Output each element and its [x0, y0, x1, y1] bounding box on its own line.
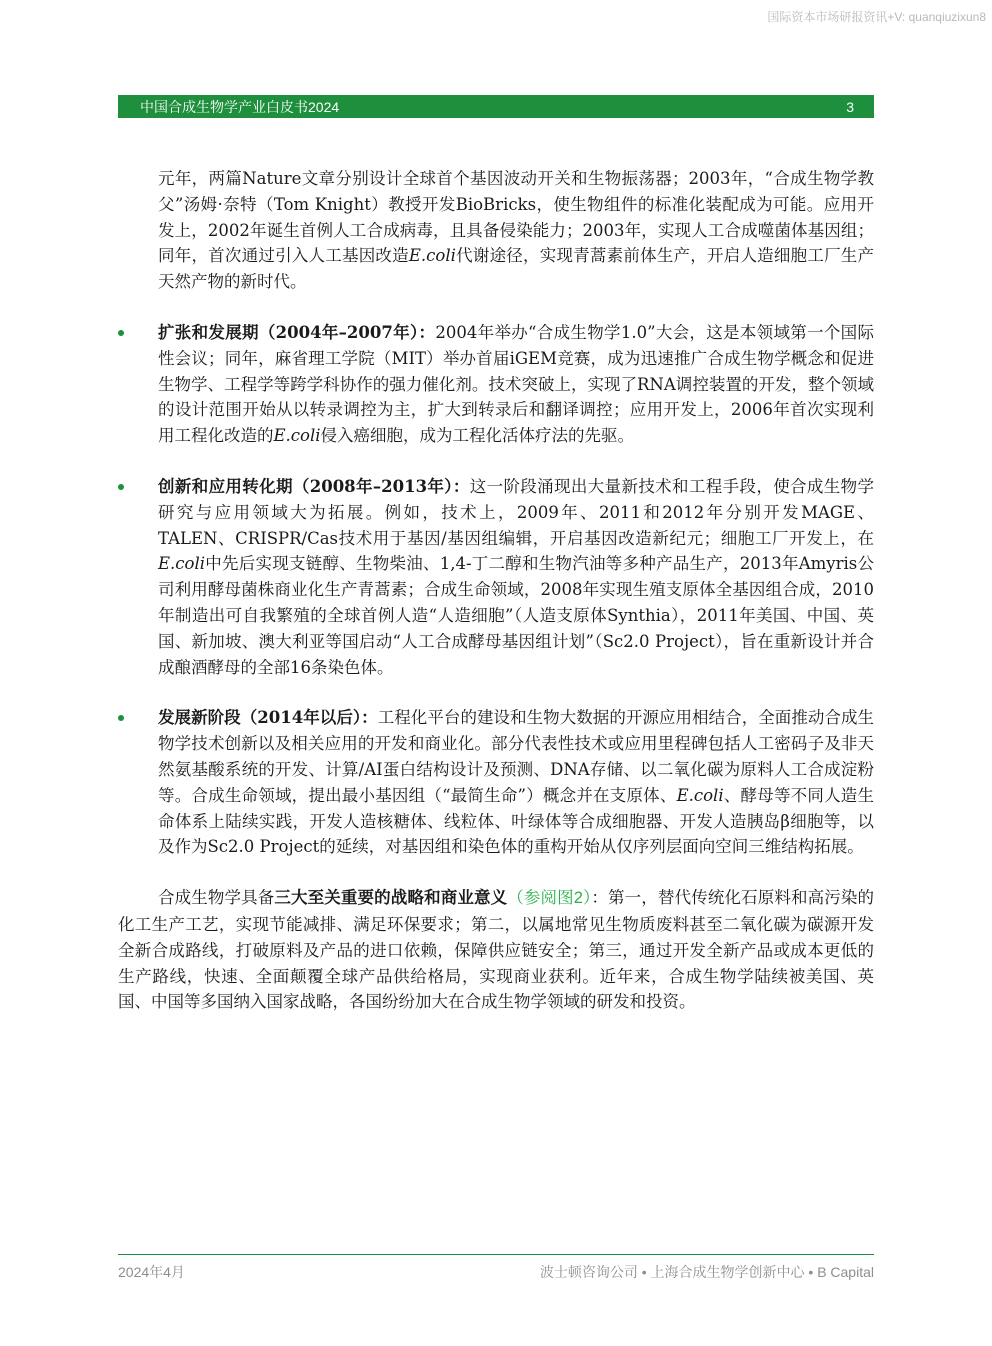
main-content: [118, 166, 874, 1015]
text-run: 代谢途径，实现青蒿素前体生产，开启人造细胞工厂生产天然产物的新时代。: [158, 246, 875, 292]
bullet-item-innovation: [118, 474, 874, 680]
text-run: ：第一，替代传统化石原料和高污染的化工生产工艺，实现节能减排、满足环保要求；第二，以属地常见生物质废料甚至二氧化碳为碳源开发全新合成路线，打破原料及产品的进口依赖，保障供应链安全；第三，通过开发全新产品或成本更低的生产路线，快速、全面颠覆全球产品供给格局，实现商业获利。近年来，合成生物学陆续被美国、英国、中国等多国纳入国家战略，各国纷纷加大在合成生物学领域的研发和投资。: [118, 888, 874, 1012]
bullet-item-expansion: [118, 320, 874, 449]
continuation-paragraph: [118, 166, 874, 295]
text-run: 工程化平台的建设和生物大数据的开源应用相结合，全面推动合成生物学技术创新以及相关应用的开发和商业化。部分代表性技术或应用里程碑包括人工密码子及非天然氨基酸系统的开发、计算/AI蛋白结构设计及预测、DNA存储、以二氧化碳为原料人工合成淀粉等。合成生命领域，提出最小基因组（“最简生命”）概念并在支原体、: [158, 708, 875, 805]
watermark: 国际资本市场研报资讯+V: quanqiuzixun8: [767, 10, 986, 24]
document-title: 中国合成生物学产业白皮书2024: [140, 98, 340, 115]
bullet-dot-icon: [118, 484, 124, 490]
species-name: E.coli: [408, 246, 456, 266]
header-bar: [118, 95, 874, 118]
text-run: 、酵母等不同人造生命体系上陆续实践，开发人造核糖体、线粒体、叶绿体等合成细胞器、开发人造胰岛β细胞等，以及作为Sc2.0 Project的延续，对基因组和染色体的重构开始从仅序列层面向空间三维结构拓展。: [158, 785, 874, 857]
species-name: E.coli: [273, 426, 321, 446]
bullet-title: 创新和应用转化期（2008年–2013年）：: [158, 476, 470, 496]
footer-organizations: 波士顿咨询公司 • 上海合成生物学创新中心 • B Capital: [539, 1264, 874, 1280]
significance-paragraph: [118, 885, 874, 1015]
figure-reference-link[interactable]: （参阅图2）: [507, 889, 592, 908]
species-name: E.coli: [676, 785, 724, 805]
page-number: 3: [846, 98, 854, 115]
species-name: E.coli: [158, 554, 206, 574]
bullet-item-new-stage: [118, 705, 874, 860]
text-run: 元年，两篇Nature文章分别设计全球首个基因波动开关和生物振荡器；2003年，“合成生物学教父”汤姆·奈特（Tom Knight）教授开发BioBricks，使生物组件的标准化装配成为可能。应用开发上，2002年诞生首例人工合成病毒，且具备侵染能力；2003年，实现人工合成噬菌体基因组；同年，首次通过引入人工基因改造: [158, 169, 874, 266]
text-run: 合成生物学具备: [158, 888, 275, 908]
bullet-dot-icon: [118, 715, 124, 721]
bold-emphasis: 三大至关重要的战略和商业意义: [274, 888, 508, 908]
text-run: 2004年举办“合成生物学1.0”大会，这是本领域第一个国际性会议；同年，麻省理工学院（MIT）举办首届iGEM竞赛，成为迅速推广合成生物学概念和促进生物学、工程学等跨学科协作的强力催化剂。技术突破上，实现了RNA调控装置的开发，整个领域的设计范围开始从以转录调控为主，扩大到转录后和翻译调控；应用开发上，2006年首次实现利用工程化改造的: [158, 322, 874, 446]
text-run: 这一阶段涌现出大量新技术和工程手段，使合成生物学研究与应用领域大为拓展。例如，技术上，2009年、2011和2012年分别开发MAGE、TALEN、CRISPR/Cas技术用于基因/基因组编辑，开启基因改造新纪元；细胞工厂开发上，在: [158, 476, 874, 548]
text-run: 侵入癌细胞，成为工程化活体疗法的先驱。: [320, 426, 635, 446]
bullet-dot-icon: [118, 330, 124, 336]
footer-date: 2024年4月: [118, 1264, 185, 1280]
footer-divider: [118, 1254, 874, 1255]
bullet-title: 发展新阶段（2014年以后）：: [158, 708, 378, 728]
text-run: 中先后实现支链醇、生物柴油、1,4-丁二醇和生物汽油等多种产品生产，2013年Amyris公司利用酵母菌株商业化生产青蒿素；合成生命领域，2008年实现生殖支原体全基因组合成，2010年制造出可自我繁殖的全球首例人造“人造细胞”（人造支原体Synthia），2011年美国、中国、英国、新加坡、澳大利亚等国启动“人工合成酵母基因组计划”（Sc2.0 Project），旨在重新设计并合成酿酒酵母的全部16条染色体。: [158, 554, 874, 677]
bullet-title: 扩张和发展期（2004年–2007年）：: [158, 322, 436, 342]
